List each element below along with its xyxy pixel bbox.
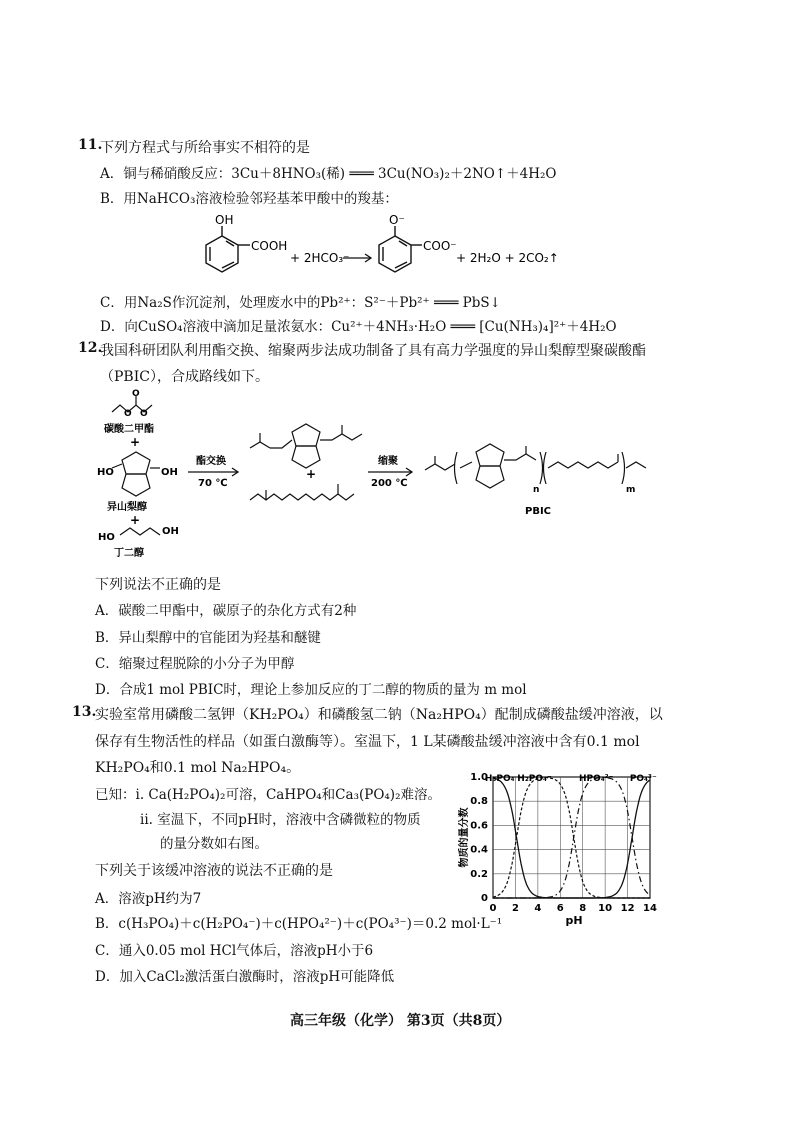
q13-number: 13. xyxy=(72,704,97,720)
x-tick-label: 12 xyxy=(620,903,635,914)
q11-option-d: D．向CuSO₄溶液中滴加足量浓氨水：Cu²⁺＋4NH₃·H₂O ═══ [Cu(NH₃)₄]²⁺＋4H₂O xyxy=(100,319,617,335)
q12-option-c: C．缩聚过程脱除的小分子为甲醇 xyxy=(95,656,295,672)
x-tick-label: 2 xyxy=(511,903,519,914)
q12-stem-line1: 我国科研团队利用酯交换、缩聚两步法成功制备了具有高力学强度的异山梨醇型聚碳酸酯 xyxy=(100,343,646,359)
svg-text:+: + xyxy=(130,513,141,527)
q11-option-c: C．用Na₂S作沉淀剂，处理废水中的Pb²⁺：S²⁻＋Pb²⁺ ═══ PbS↓ xyxy=(100,295,501,311)
q11-option-b: B．用NaHCO₃溶液检验邻羟基苯甲酸中的羧基： xyxy=(100,191,398,207)
q12-stem-line2: （PBIC），合成路线如下。 xyxy=(100,369,269,385)
x-tick-label: 0 xyxy=(489,903,497,914)
q13-option-a: A．溶液pH约为7 xyxy=(95,891,202,907)
svg-text:70 ℃: 70 ℃ xyxy=(198,478,228,489)
y-tick-label: 0.4 xyxy=(470,844,488,856)
q13-stem-line3: KH₂PO₄和0.1 mol Na₂HPO₄。 xyxy=(95,760,301,776)
oh-label: OH xyxy=(215,213,234,227)
svg-text:OH: OH xyxy=(162,526,179,537)
q13-option-c: C．通入0.05 mol HCl气体后，溶液pH小于6 xyxy=(95,943,374,959)
products-label: + 2H₂O + 2CO₂↑ xyxy=(456,251,559,265)
page-footer: 高三年级（化学） 第3页（共8页） xyxy=(290,1013,511,1029)
x-tick-label: 8 xyxy=(579,903,587,914)
y-tick-label: 0.8 xyxy=(470,796,488,808)
q12-option-a: A．碳酸二甲酯中，碳原子的杂化方式有2种 xyxy=(95,603,357,619)
svg-text:O: O xyxy=(140,409,148,419)
q13-stem-line2: 保存有生物活性的样品（如蛋白激酶等）。室温下，1 L某磷酸盐缓冲溶液中含有0.1 mol xyxy=(95,734,640,750)
butanediol-label: 丁二醇 xyxy=(114,548,144,559)
q12-ask: 下列说法不正确的是 xyxy=(95,577,221,593)
svg-text:m: m xyxy=(626,485,636,495)
svg-text:200 ℃: 200 ℃ xyxy=(371,478,408,489)
pbic-label: PBIC xyxy=(525,506,552,517)
q13-ask: 下列关于该缓冲溶液的说法不正确的是 xyxy=(95,863,333,879)
y-tick-label: 0.2 xyxy=(470,868,488,880)
o-minus-label: O⁻ xyxy=(389,213,405,227)
svg-text:酯交换: 酯交换 xyxy=(196,456,226,467)
q11-number: 11. xyxy=(78,137,103,153)
series-label: HPO₄²⁻ xyxy=(578,774,614,784)
svg-text:+: + xyxy=(306,467,317,481)
svg-text:HO: HO xyxy=(97,467,114,478)
x-tick-label: 10 xyxy=(598,903,613,914)
y-axis-label: 物质的量分数 xyxy=(459,807,470,868)
svg-text:OH: OH xyxy=(161,467,178,478)
q12-number: 12. xyxy=(78,340,103,356)
coo-minus-label: COO⁻ xyxy=(423,239,457,253)
series-label: PO₄³⁻ xyxy=(629,774,657,784)
q13-option-d: D．加入CaCl₂激活蛋白激酶时，溶液pH可能降低 xyxy=(95,969,395,985)
svg-text:缩聚: 缩聚 xyxy=(378,456,398,467)
q13-known-ii-2: 的量分数如右图。 xyxy=(160,836,268,852)
svg-text:O: O xyxy=(132,389,140,399)
isosorbide-label: 异山梨醇 xyxy=(107,502,147,513)
y-tick-label: 0.6 xyxy=(470,820,488,832)
svg-text:O: O xyxy=(124,409,132,419)
q11-option-a: A．铜与稀硝酸反应：3Cu＋8HNO₃(稀) ═══ 3Cu(NO₃)₂＋2NO↑＋4H₂O xyxy=(100,166,557,182)
x-tick-label: 14 xyxy=(643,903,657,914)
svg-text:HO: HO xyxy=(98,532,115,543)
series-label: H₃PO₄ xyxy=(484,774,515,784)
q13-stem-line1: 实验室常用磷酸二氢钾（KH₂PO₄）和磷酸氢二钠（Na₂HPO₄）配制成磷酸盐缓冲溶液，以 xyxy=(95,707,663,723)
y-tick-label: 1.0 xyxy=(470,772,488,783)
x-tick-label: 6 xyxy=(556,903,564,914)
q12-option-d: D．合成1 mol PBIC时，理论上参加反应的丁二醇的物质的量为 m mol xyxy=(95,682,527,698)
x-axis-label: pH xyxy=(565,914,583,927)
series-line-1 xyxy=(493,778,650,898)
q12-option-b: B．异山梨醇中的官能团为羟基和醚键 xyxy=(95,630,321,646)
q13-known-ii-1: ii. 室温下，不同pH时，溶液中含磷微粒的物质 xyxy=(140,812,421,828)
dmc-label: 碳酸二甲酯 xyxy=(104,424,154,435)
cooh-label: COOH xyxy=(251,239,288,253)
series-label: H₂PO₄⁻ xyxy=(517,774,552,784)
q11-stem: 下列方程式与所给事实不相符的是 xyxy=(100,140,310,156)
x-tick-label: 4 xyxy=(534,903,542,914)
q13-option-b: B．c(H₃PO₄)＋c(H₂PO₄⁻)＋c(HPO₄²⁻)＋c(PO₄³⁻)＝0.2 mol·L⁻¹ xyxy=(95,916,503,932)
bicarbonate-label: + 2HCO₃⁻ xyxy=(290,251,350,265)
q13-known-i: 已知：i. Ca(H₂PO₄)₂可溶，CaHPO₄和Ca₃(PO₄)₂难溶。 xyxy=(95,787,441,803)
svg-text:n: n xyxy=(533,485,540,495)
y-tick-label: 0 xyxy=(481,893,488,904)
svg-text:+: + xyxy=(130,435,141,449)
